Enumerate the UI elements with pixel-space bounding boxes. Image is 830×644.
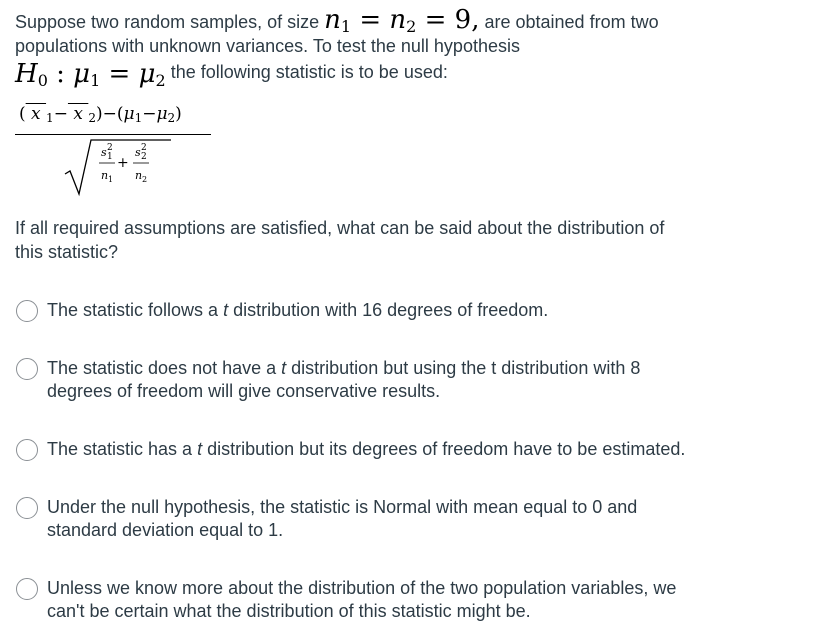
answer-option-3-label: The statistic has a t distribution but its degrees of freedom have to be estimated. — [47, 439, 686, 459]
svg-text:s: s — [135, 146, 141, 159]
svg-text:2: 2 — [107, 143, 113, 153]
square-root-sign — [63, 136, 173, 198]
hypothesis-math: $H_0$ : $\mu_1 = \mu_2$ — [15, 59, 166, 90]
question-stem — [15, 5, 815, 90]
question-prompt: If all required assumptions are satisfied, what can be said about the distribution of this statistic? — [15, 218, 665, 262]
answer-option-4-label: Under the null hypothesis, the statistic is Normal with mean equal to 0 and standard deviation equal to 1. — [47, 497, 638, 540]
question-intro-line2: populations with unknown variances. To test the null hypothesis — [15, 36, 520, 56]
answer-option-2-label: The statistic does not have a t distribution but using the t distribution with 8 degrees of freedom will give conservative results. — [47, 358, 641, 401]
fraction-bar — [15, 134, 211, 135]
radio-button-5[interactable] — [16, 578, 38, 600]
svg-text:n: n — [101, 169, 109, 182]
svg-text:s: s — [101, 146, 107, 159]
svg-text:2: 2 — [141, 152, 147, 162]
answer-option-5-label: Unless we know more about the distribution of the two population variables, we can't be certain what the distribution of this statistic might be. — [47, 578, 677, 621]
svg-text:1: 1 — [108, 175, 114, 184]
test-statistic-formula — [15, 100, 215, 200]
radio-button-2[interactable] — [16, 358, 38, 380]
answer-option-1-label: The statistic follows a t distribution with 16 degrees of freedom. — [47, 300, 549, 320]
svg-text:2: 2 — [141, 143, 147, 153]
svg-text:1: 1 — [107, 152, 113, 162]
radio-button-4[interactable] — [16, 497, 38, 519]
svg-text:+: + — [117, 155, 129, 171]
svg-text:2: 2 — [142, 175, 148, 184]
radio-button-3[interactable] — [16, 439, 38, 461]
question-intro-line1: Suppose two random samples, of size $n_1 = n_2 = 9$, are obtained from two — [15, 5, 659, 36]
svg-text:n: n — [135, 169, 143, 182]
sample-size-math: $n_1 = n_2 = 9$, — [324, 5, 480, 36]
radio-button-1[interactable] — [16, 300, 38, 322]
formula-numerator: ( x $_1$− x $_2)-(\mu_1-\mu_2)$ — [19, 104, 182, 125]
null-hypothesis: $H_0$ : $\mu_1 = \mu_2$ the following statistic is to be used: — [15, 59, 448, 90]
